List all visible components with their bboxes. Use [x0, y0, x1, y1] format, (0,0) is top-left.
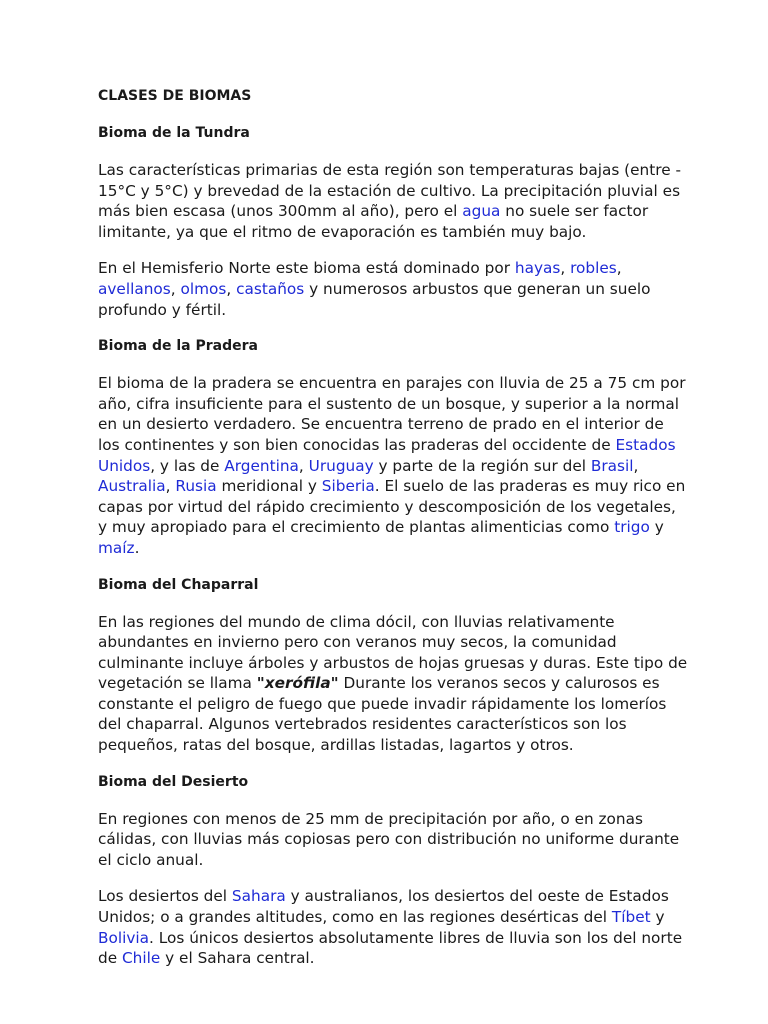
section-paragraph: [98, 258, 688, 320]
text-run: ,: [165, 477, 176, 496]
section-heading: Bioma de la Tundra: [98, 125, 250, 141]
text-run: , y las de: [150, 456, 225, 475]
section-paragraph: [98, 612, 688, 756]
text-run: ,: [560, 259, 571, 278]
text-run: En el Hemisferio Norte este bioma está dominado por: [98, 259, 515, 278]
hyperlink[interactable]: Uruguay: [308, 456, 374, 475]
text-run: ,: [170, 279, 181, 298]
section-paragraph: [98, 373, 688, 558]
hyperlink[interactable]: robles: [570, 259, 617, 278]
hyperlink[interactable]: Brasil: [590, 456, 634, 475]
hyperlink[interactable]: hayas: [514, 259, 561, 278]
hyperlink[interactable]: Siberia: [321, 477, 375, 496]
text-run: Durante los veranos secos y calurosos es constante el peligro de fuego que puede invadir rápidamente los lomeríos del chaparral. Algunos vertebrados residentes característicos son los pequeños, ratas del bosque, ardillas listadas, lagartos y otros.: [98, 674, 667, 755]
hyperlink[interactable]: Rusia: [175, 477, 217, 496]
text-run: ,: [298, 456, 309, 475]
hyperlink[interactable]: avellanos: [98, 279, 171, 298]
hyperlink[interactable]: olmos: [180, 279, 227, 298]
text-run: Las características primarias de esta región son temperaturas bajas (entre - 15°C y 5°C) y brevedad de la estación de cultivo. La precipitación pluvial es más bien escasa (unos 300mm al año), pero el: [98, 161, 681, 221]
hyperlink[interactable]: Australia: [98, 477, 166, 496]
hyperlink[interactable]: agua: [462, 202, 501, 221]
text-run: Los desiertos del: [98, 887, 232, 906]
hyperlink[interactable]: Tíbet: [611, 908, 651, 927]
text-run: ,: [616, 259, 622, 278]
section-paragraph: [98, 160, 688, 242]
text-run: y numerosos arbustos que generan un suelo profundo y fértil.: [98, 279, 651, 319]
section-paragraph: [98, 886, 688, 968]
text-run: . Los únicos desiertos absolutamente libres de lluvia son los del norte de: [98, 928, 683, 968]
text-run: ,: [633, 456, 639, 475]
text-run: . El suelo de las praderas es muy rico en capas por virtud del rápido crecimiento y descomposición de los vegetales, y muy apropiado para el crecimiento de plantas alimenticias como: [98, 477, 686, 537]
section-heading: Bioma del Desierto: [98, 773, 249, 790]
hyperlink[interactable]: Argentina: [224, 456, 299, 475]
text-run: ,: [226, 279, 237, 298]
text-run: meridional y: [216, 477, 322, 496]
text-run: no suele ser factor limitante, ya que el ritmo de evaporación es también muy bajo.: [98, 202, 649, 241]
hyperlink[interactable]: Sahara: [231, 887, 286, 906]
text-run: El bioma de la pradera se encuentra en parajes con lluvia de 25 a 75 cm por año, cifra insuficiente para el sustento de un bosque, y superior a la normal en un desierto verdadero. Se encuentra terreno de prado en el interior de los continentes y son bien conocidas las praderas del occidente de: [98, 374, 686, 454]
text-run: y: [649, 518, 664, 537]
text-run: En regiones con menos de 25 mm de precipitación por año, o en zonas cálidas, con lluvias más copiosas pero con distribución no uniforme durante el ciclo anual.: [98, 809, 680, 869]
document-body: [98, 123, 688, 969]
text-run: y australianos, los desiertos del oeste de Estados Unidos; o a grandes altitudes, como en las regiones desérticas del: [98, 887, 669, 927]
hyperlink[interactable]: Estados Unidos: [98, 435, 676, 475]
hyperlink[interactable]: castaños: [236, 279, 305, 298]
emphasis-text: "xerófila": [256, 674, 339, 693]
hyperlink[interactable]: Chile: [121, 949, 161, 968]
text-run: En las regiones del mundo de clima dócil, con lluvias relativamente abundantes en invierno pero con veranos muy secos, la comunidad culminante incluye árboles y arbustos de hojas gruesas y duras. Este tipo de vegetación se llama: [98, 612, 688, 693]
section-heading: Bioma del Chaparral: [98, 576, 259, 593]
text-run: y el Sahara central.: [160, 949, 315, 968]
document-title: CLASES DE BIOMAS: [98, 88, 252, 104]
hyperlink[interactable]: trigo: [614, 518, 650, 537]
text-run: y parte de la región sur del: [373, 456, 591, 475]
section-heading: Bioma de la Pradera: [98, 338, 258, 355]
section-paragraph: [98, 809, 688, 871]
text-run: y: [650, 908, 665, 927]
hyperlink[interactable]: maíz: [98, 538, 135, 557]
hyperlink[interactable]: Bolivia: [98, 928, 150, 947]
text-run: .: [134, 538, 140, 557]
